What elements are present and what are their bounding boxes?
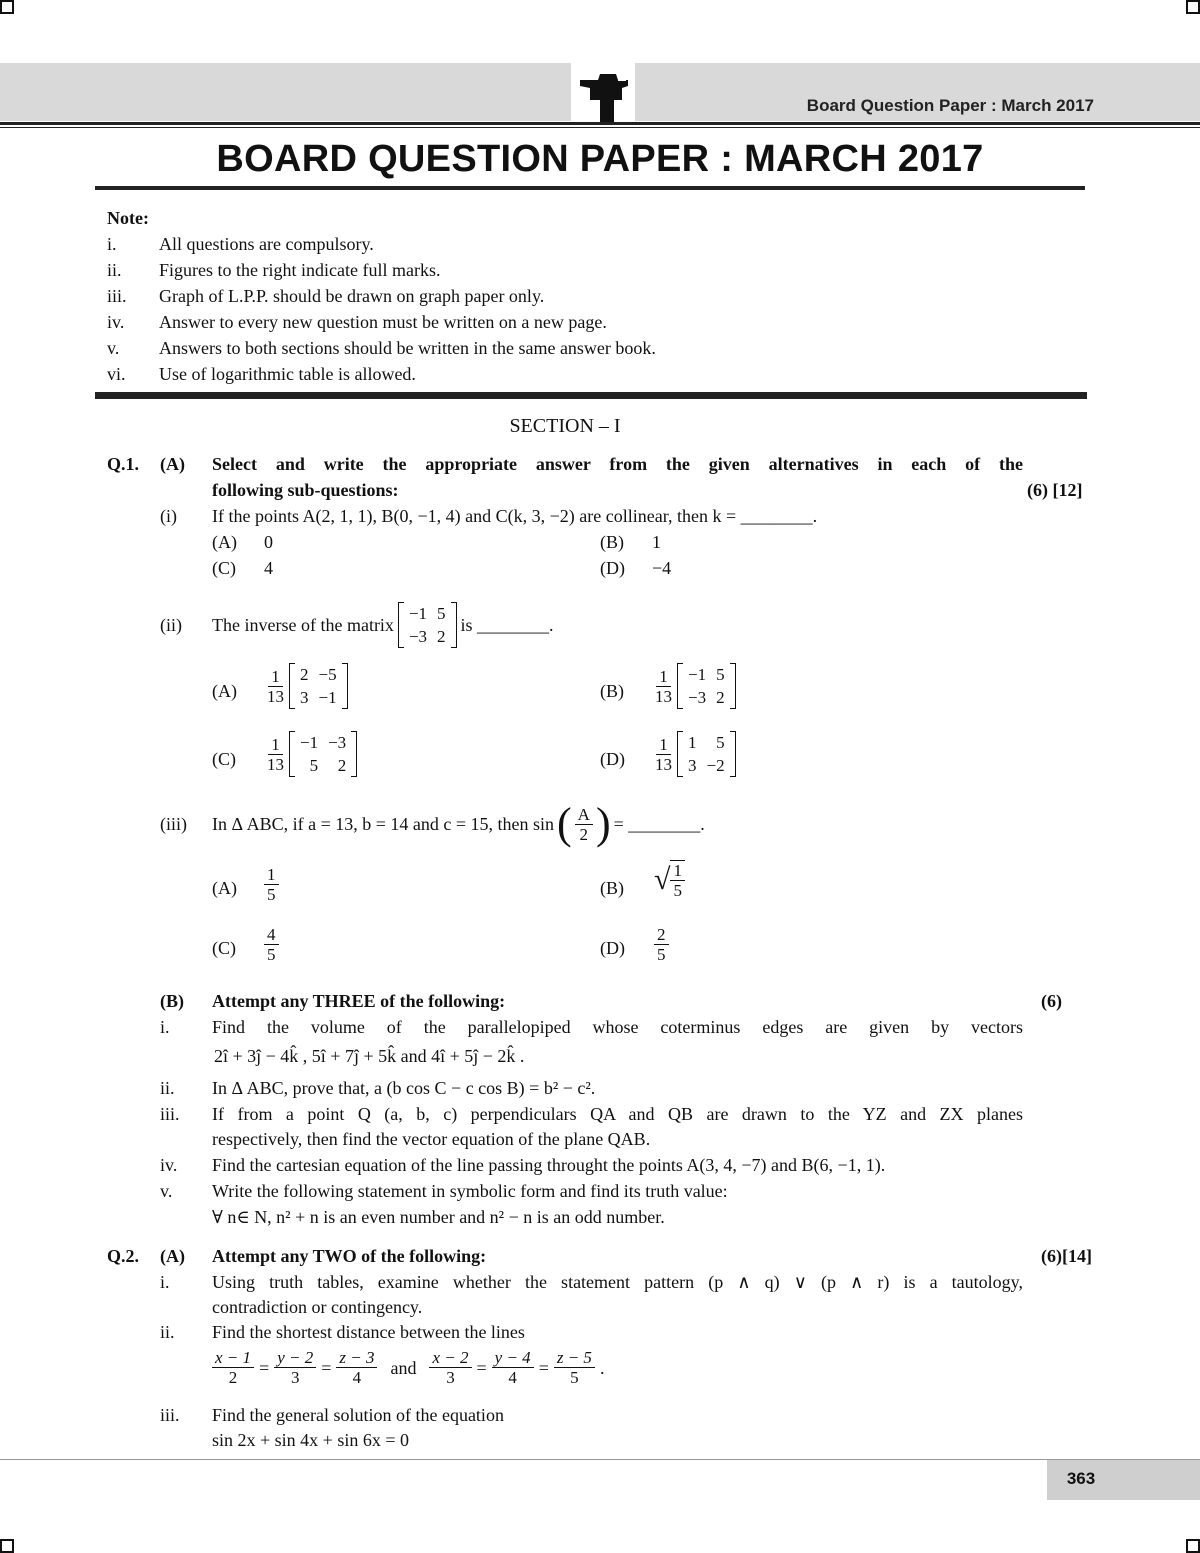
option-label: (A) bbox=[212, 681, 237, 701]
item-num: ii. bbox=[160, 1322, 175, 1342]
header-rule-thin bbox=[0, 127, 1200, 128]
note-item-text: Answers to both sections should be written in the same answer book. bbox=[159, 338, 656, 358]
crop-mark-top-right bbox=[1186, 0, 1200, 14]
item-text: If from a point Q (a, b, c) perpendiculars QA and QB are drawn to the YZ and ZX planes bbox=[212, 1104, 1023, 1124]
marks: (6) [12] bbox=[1027, 480, 1083, 500]
subq-text bbox=[212, 596, 554, 654]
note-rule bbox=[95, 392, 1087, 399]
item-text-cont: contradiction or contingency. bbox=[212, 1297, 423, 1317]
option-label: (B) bbox=[600, 878, 624, 898]
publisher-logo-icon bbox=[578, 72, 634, 124]
option-value: 1 bbox=[652, 532, 661, 552]
item-text: Find the volume of the parallelopiped whose coterminus edges are given by vectors bbox=[212, 1017, 1023, 1037]
note-item-text: Graph of L.P.P. should be drawn on graph paper only. bbox=[159, 286, 545, 306]
part-label: (A) bbox=[160, 1246, 185, 1266]
option-label: (D) bbox=[600, 938, 625, 958]
note-item-text: All questions are compulsory. bbox=[159, 234, 374, 254]
note-item-num: vi. bbox=[107, 364, 126, 384]
subq-text-post: is ________. bbox=[460, 615, 554, 635]
crop-mark-top-left bbox=[0, 0, 14, 14]
note-item-num: i. bbox=[107, 234, 117, 254]
option-value: 0 bbox=[264, 532, 273, 552]
option-label: (B) bbox=[600, 681, 624, 701]
page-number: 363 bbox=[1066, 1469, 1096, 1488]
subq-text-post: = ________. bbox=[613, 814, 705, 834]
item-text-cont: respectively, then find the vector equation of the plane QAB. bbox=[212, 1129, 651, 1149]
item-text: Find the general solution of the equation bbox=[212, 1405, 504, 1425]
option-label: (C) bbox=[212, 749, 236, 769]
part-instruction-cont: following sub-questions: bbox=[212, 480, 399, 500]
item-text: Find the shortest distance between the lines bbox=[212, 1322, 525, 1342]
option-label: (B) bbox=[600, 532, 624, 552]
page-title: BOARD QUESTION PAPER : MARCH 2017 bbox=[216, 138, 984, 180]
note-item-text: Answer to every new question must be written on a new page. bbox=[159, 312, 607, 332]
item-num: iii. bbox=[160, 1104, 180, 1124]
option-matrix: $\frac{1}{13}$ −1 5 −3 2 bbox=[652, 663, 736, 709]
option-matrix: $\frac{1}{13}$ 1 5 3 −2 bbox=[652, 731, 736, 777]
option-matrix: $\frac{1}{13}$ 2 −5 3 −1 bbox=[264, 663, 348, 709]
part-instruction: Attempt any THREE of the following: bbox=[212, 991, 506, 1011]
option-fraction: $\frac{2}{5}$ bbox=[654, 925, 669, 964]
item-num: iv. bbox=[160, 1155, 178, 1175]
lines-equation: $\frac{x - 1}{2}$ = $\frac{y - 2}{3}$ = $\frac{z - 3}{4}$ and $\frac{x - 2}{3}$ = $\frac{y - 4}{4}$ = $\frac{z - 5}{5}$ . bbox=[212, 1348, 604, 1387]
option-label: (D) bbox=[600, 558, 625, 578]
item-vectors: 2î + 3ĵ − 4k̂ , 5î + 7ĵ + 5k̂ and 4î + 5ĵ − 2k̂ . bbox=[214, 1046, 525, 1066]
running-title: Board Question Paper : March 2017 bbox=[806, 96, 1094, 115]
part-label: (B) bbox=[160, 991, 184, 1011]
item-text: Find the cartesian equation of the line passing throught the points A(3, 4, −7) and B(6, −1, 1). bbox=[212, 1155, 886, 1175]
subq-num: (iii) bbox=[160, 814, 187, 834]
part-instruction: Select and write the appropriate answer from the given alternatives in each of the bbox=[212, 454, 1023, 474]
matrix: −1 5 −3 2 bbox=[398, 602, 457, 648]
subq-num: (i) bbox=[160, 506, 177, 526]
option-label: (A) bbox=[212, 878, 237, 898]
note-item-num: iii. bbox=[107, 286, 127, 306]
subq-text: In Δ ABC, if a = 13, b = 14 and c = 15, then sin ( $\frac{A}{2}$ ) = ________. bbox=[212, 799, 705, 848]
item-num: v. bbox=[160, 1181, 173, 1201]
note-item-num: v. bbox=[107, 338, 120, 358]
header-rule-thick bbox=[0, 122, 1200, 125]
item-num: i. bbox=[160, 1272, 170, 1292]
footer-rule bbox=[0, 1459, 1200, 1460]
subq-text: If the points A(2, 1, 1), B(0, −1, 4) and C(k, 3, −2) are collinear, then k = ________. bbox=[212, 506, 818, 526]
subq-text-pre: The inverse of the matrix bbox=[212, 615, 394, 635]
option-label: (A) bbox=[212, 532, 237, 552]
equation: sin 2x + sin 4x + sin 6x = 0 bbox=[212, 1430, 409, 1450]
option-value: −4 bbox=[652, 558, 672, 578]
title-rule bbox=[95, 186, 1085, 190]
note-heading: Note: bbox=[107, 208, 149, 228]
option-fraction: $\frac{4}{5}$ bbox=[264, 925, 279, 964]
item-num: iii. bbox=[160, 1405, 180, 1425]
note-item-text: Figures to the right indicate full marks. bbox=[159, 260, 441, 280]
crop-mark-bottom-left bbox=[0, 1539, 14, 1553]
option-label: (D) bbox=[600, 749, 625, 769]
note-item-num: ii. bbox=[107, 260, 122, 280]
item-text: In Δ ABC, prove that, a (b cos C − c cos B) = b² − c². bbox=[212, 1078, 596, 1098]
option-sqrt-fraction: √ $\frac{1}{5}$ bbox=[654, 860, 685, 900]
marks: (6) bbox=[1041, 991, 1062, 1011]
option-matrix: $\frac{1}{13}$ −1 −3 5 2 bbox=[264, 731, 357, 777]
item-text-cont: ∀ n∈ N, n² + n is an even number and n² − n is an odd number. bbox=[212, 1207, 665, 1227]
note-item-text: Use of logarithmic table is allowed. bbox=[159, 364, 416, 384]
marks: (6)[14] bbox=[1041, 1246, 1092, 1266]
option-fraction: $\frac{1}{5}$ bbox=[264, 865, 279, 904]
subq-num: (ii) bbox=[160, 615, 182, 635]
option-value: 4 bbox=[264, 558, 273, 578]
item-text: Using truth tables, examine whether the statement pattern (p ∧ q) ∨ (p ∧ r) is a tautology, bbox=[212, 1272, 1023, 1292]
item-text: Write the following statement in symbolic form and find its truth value: bbox=[212, 1181, 728, 1201]
subq-text-pre: In Δ ABC, if a = 13, b = 14 and c = 15, then sin bbox=[212, 814, 554, 834]
item-num: i. bbox=[160, 1017, 170, 1037]
question-number: Q.1. bbox=[107, 454, 140, 474]
option-label: (C) bbox=[212, 938, 236, 958]
part-instruction: Attempt any TWO of the following: bbox=[212, 1246, 487, 1266]
option-label: (C) bbox=[212, 558, 236, 578]
item-num: ii. bbox=[160, 1078, 175, 1098]
crop-mark-bottom-right bbox=[1186, 1539, 1200, 1553]
question-number: Q.2. bbox=[107, 1246, 140, 1266]
note-item-num: iv. bbox=[107, 312, 125, 332]
section-title: SECTION – I bbox=[509, 415, 621, 437]
part-label: (A) bbox=[160, 454, 185, 474]
